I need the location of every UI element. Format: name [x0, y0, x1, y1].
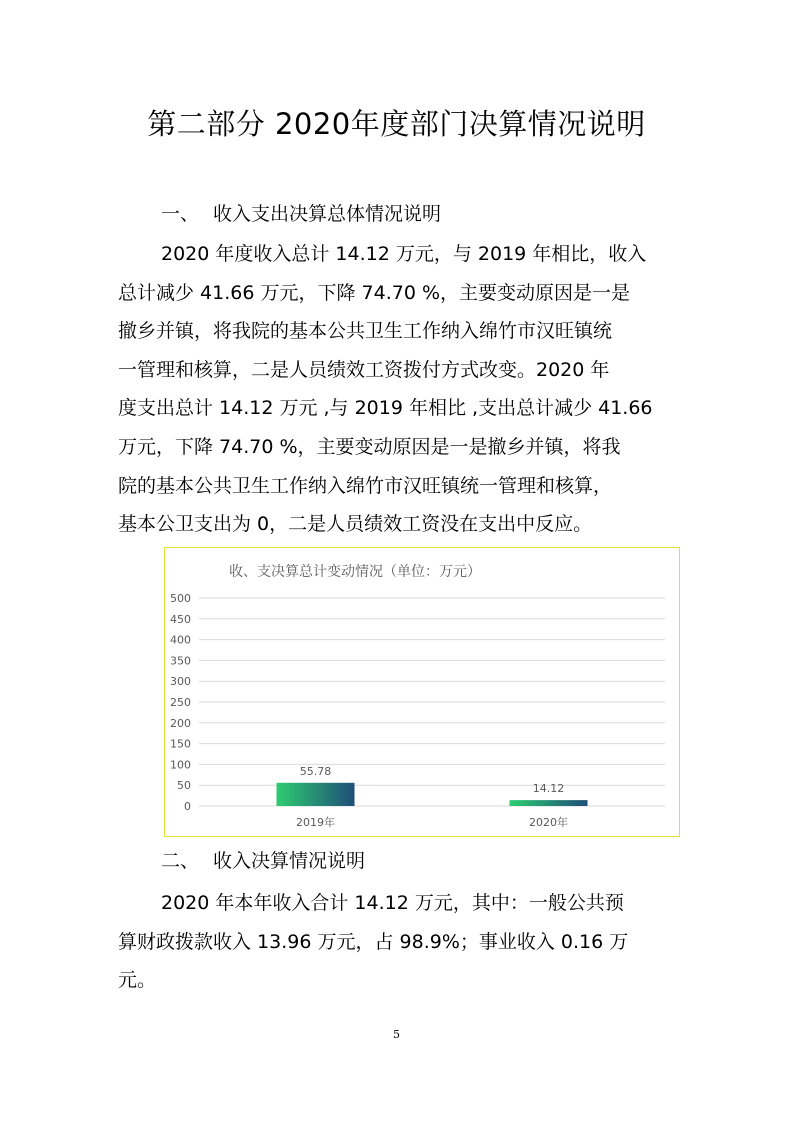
paragraph-line: 基本公卫支出为 0，二是人员绩效工资没在支出中反应。 [118, 513, 593, 536]
section1-heading [161, 199, 441, 229]
paragraph-line: 总计减少 41.66 万元，下降 74.70 %，主要变动原因是一是 [118, 281, 630, 304]
section2-number: 二、 [161, 850, 200, 872]
section2-paragraph [118, 884, 678, 1000]
y-tick-label: 300 [170, 675, 191, 689]
y-tick-label: 450 [170, 612, 191, 626]
bar [277, 783, 355, 806]
y-tick-label: 200 [170, 716, 191, 730]
y-tick-label: 100 [170, 758, 191, 772]
y-tick-label: 500 [170, 592, 191, 605]
section2-heading [161, 846, 365, 876]
paragraph-line: 一管理和核算，二是人员绩效工资拨付方式改变。2020 年 [118, 358, 610, 381]
data-label: 14.12 [532, 782, 565, 796]
section1-number: 一、 [161, 203, 200, 225]
y-tick-label: 350 [170, 654, 191, 668]
paragraph-line: 元。 [118, 969, 157, 992]
page-title: 第二部分 2020年度部门决算情况说明 [147, 107, 646, 141]
paragraph-line: 2020 年度收入总计 14.12 万元，与 2019 年相比，收入 [161, 243, 647, 265]
section1-paragraph [118, 235, 678, 544]
paragraph-line: 2020 年本年收入合计 14.12 万元，其中：一般公共预 [161, 892, 624, 914]
x-tick-label: 2020年 [529, 816, 568, 829]
y-tick-label: 250 [170, 696, 191, 709]
bar-chart-svg [165, 548, 679, 836]
page-number: 5 [393, 1028, 400, 1041]
y-tick-label: 400 [170, 633, 191, 647]
paragraph-line: 算财政拨款收入 13.96 万元，占 98.9%；事业收入 0.16 万 [118, 930, 629, 953]
section2-heading-text: 收入决算情况说明 [213, 850, 366, 872]
paragraph-line: 万元，下降 74.70 %，主要变动原因是一是撤乡并镇，将我 [118, 435, 621, 458]
paragraph-line: 撤乡并镇，将我院的基本公共卫生工作纳入绵竹市汉旺镇统 [118, 320, 613, 343]
data-label: 55.78 [299, 764, 332, 778]
x-tick-label: 2019年 [296, 816, 335, 829]
bar [510, 800, 588, 806]
paragraph-line: 度支出总计 14.12 万元 ,与 2019 年相比 ,支出总计减少 41.66 [118, 397, 653, 420]
paragraph-line: 院的基本公共卫生工作纳入绵竹市汉旺镇统一管理和核算， [118, 474, 613, 497]
y-tick-label: 150 [170, 737, 191, 751]
section1-heading-text: 收入支出决算总体情况说明 [213, 203, 442, 225]
bar-chart [164, 547, 680, 837]
y-tick-label: 50 [177, 779, 191, 793]
y-tick-label: 0 [184, 800, 191, 813]
chart-title: 收、支决算总计变动情况（单位：万元） [229, 564, 481, 580]
